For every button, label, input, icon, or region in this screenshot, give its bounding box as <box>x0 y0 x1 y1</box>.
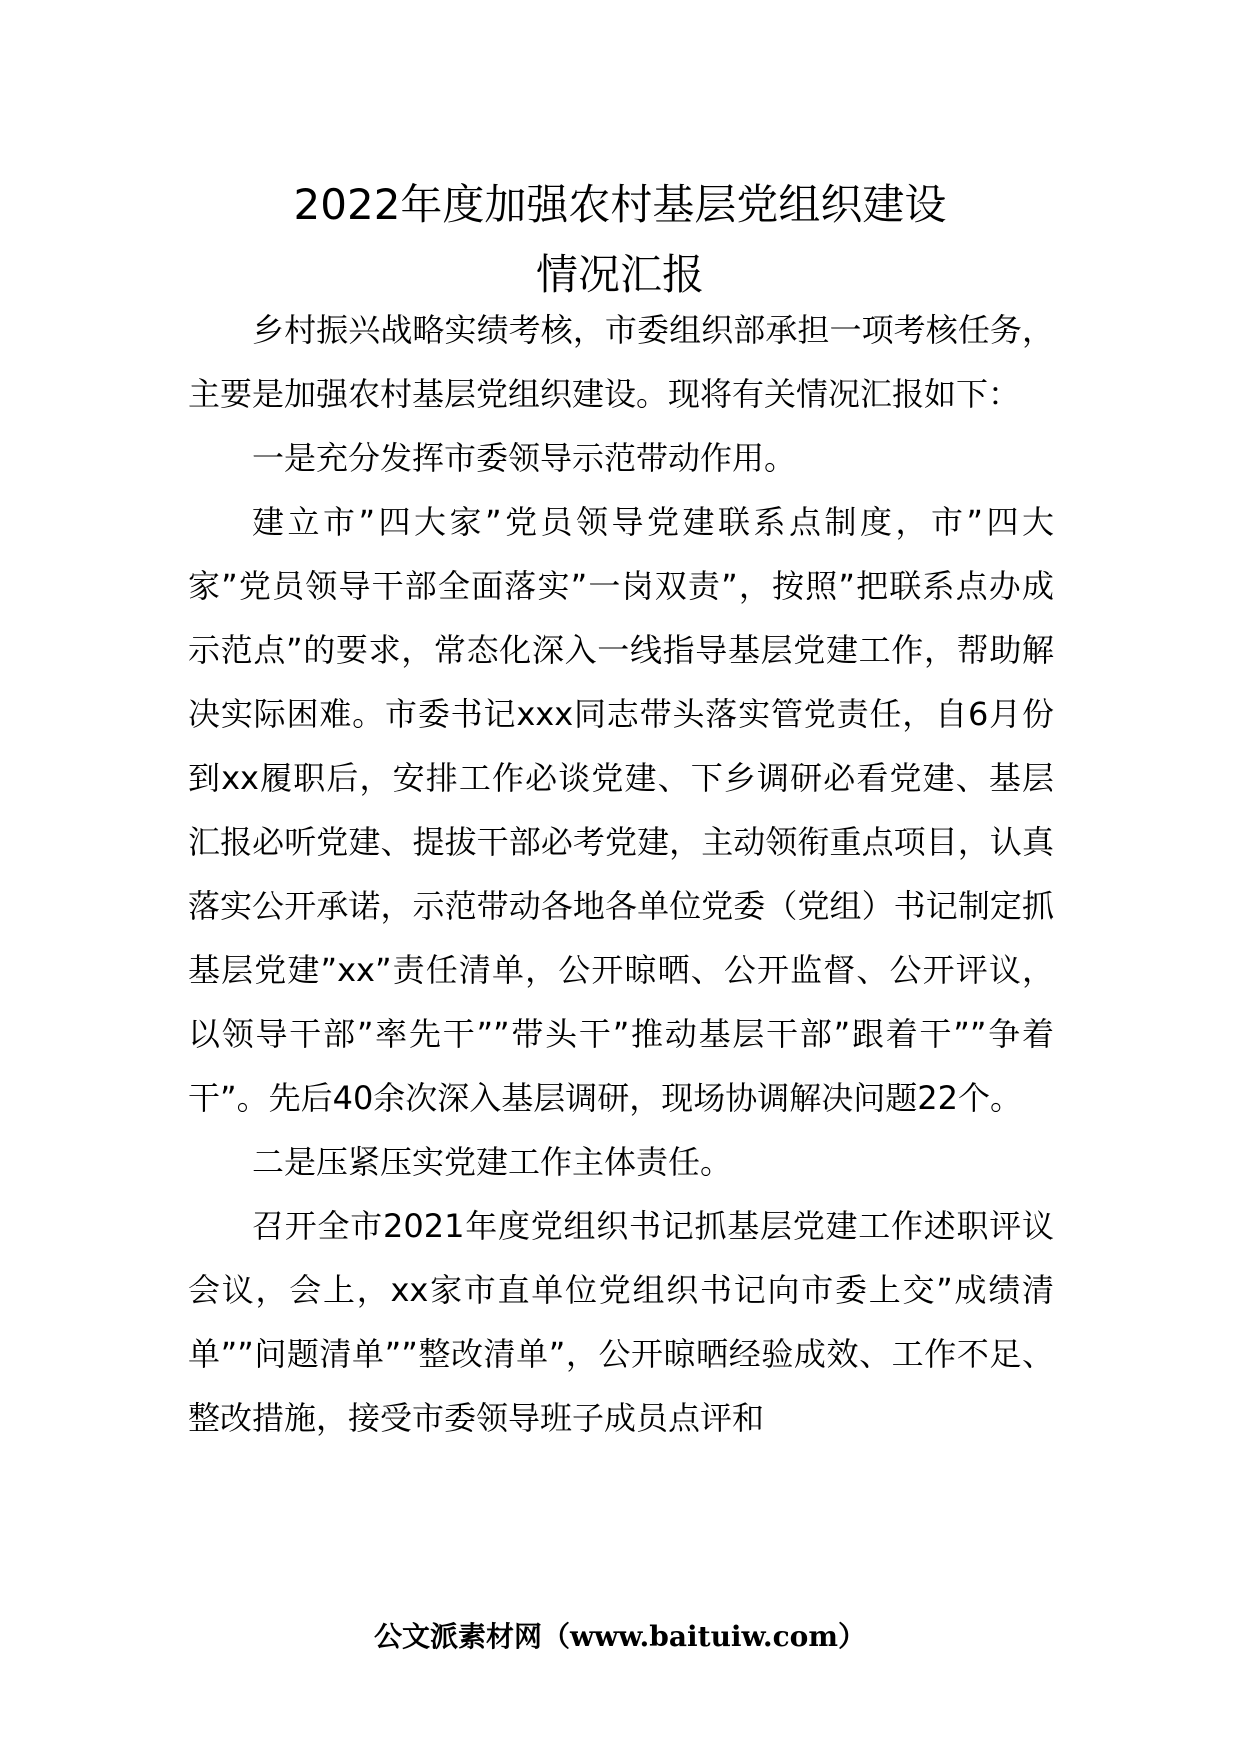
section-heading-2: 二是压紧压实党建工作主体责任。 <box>252 1143 733 1181</box>
document-body <box>188 298 1054 1450</box>
paragraph-section-2: 召开全市2021年度党组织书记抓基层党建工作述职评议会议，会上，xx家市直单位党组织书记向市委上交”成绩清单””问题清单””整改清单”，公开晾晒经验成效、工作不足、整改措施，接受市委领导班子成员点评和 <box>188 1207 1054 1437</box>
title-line-2: 情况汇报 <box>535 250 704 299</box>
title-line-1: 2022年度加强农村基层党组织建设 <box>293 180 947 229</box>
footer-watermark: 公文派素材网（www.baituiw.com） <box>374 1620 866 1653</box>
section-heading-1: 一是充分发挥市委领导示范带动作用。 <box>252 439 797 477</box>
paragraph-intro: 乡村振兴战略实绩考核，市委组织部承担一项考核任务，主要是加强农村基层党组织建设。现将有关情况汇报如下： <box>188 311 1054 413</box>
document-title <box>0 170 1240 310</box>
paragraph-section-1: 建立市”四大家”党员领导党建联系点制度，市”四大家”党员领导干部全面落实”一岗双责”，按照”把联系点办成示范点”的要求，常态化深入一线指导基层党建工作，帮助解决实际困难。市委书记xxx同志带头落实管党责任，自6月份到xx履职后，安排工作必谈党建、下乡调研必看党建、基层汇报必听党建、提拔干部必考党建，主动领衔重点项目，认真落实公开承诺，示范带动各地各单位党委（党组）书记制定抓基层党建”xx”责任清单，公开晾晒、公开监督、公开评议，以领导干部”率先干””带头干”推动基层干部”跟着干””争着干”。先后40余次深入基层调研，现场协调解决问题22个。 <box>188 503 1054 1117</box>
